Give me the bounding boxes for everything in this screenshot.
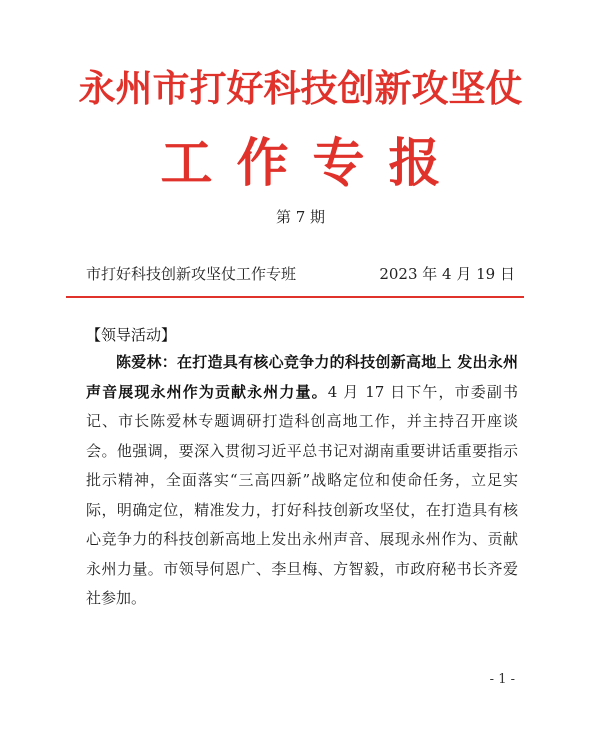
article-paragraph <box>86 348 518 614</box>
article-lead: 陈爱林：在打造具有核心竞争力的科技创新高地上 发出永州声音展现永州作为贡献永州力量。 <box>86 353 518 401</box>
issue-date: 2023 年 4 月 19 日 <box>379 265 515 283</box>
article-body: 4 月 17 日下午，市委副书记、市长陈爱林专题调研打造科创高地工作，并主持召开座谈会。他强调，要深入贯彻习近平总书记对湖南重要讲话重要指示批示精神，全面落实“三高四新”战略定位和使命任务，立足实际，明确定位，精准发力，打好科技创新攻坚仗，在打造具有核心竞争力的科技创新高地上发出永州声音、展现永州作为、贡献永州力量。市领导何恩广、李旦梅、方智毅，市政府秘书长齐爱社参加。 <box>86 382 518 607</box>
masthead-title: 永州市打好科技创新攻坚仗 <box>78 66 523 110</box>
red-divider-line <box>66 296 524 298</box>
issue-number: 第 7 期 <box>275 208 326 226</box>
issuer: 市打好科技创新攻坚仗工作专班 <box>86 265 297 283</box>
page-number: - 1 - <box>489 672 515 687</box>
issuer-date-row <box>86 264 515 284</box>
section-tag: 【领导活动】 <box>86 326 177 344</box>
masthead-subtitle: 工作专报 <box>160 133 465 194</box>
